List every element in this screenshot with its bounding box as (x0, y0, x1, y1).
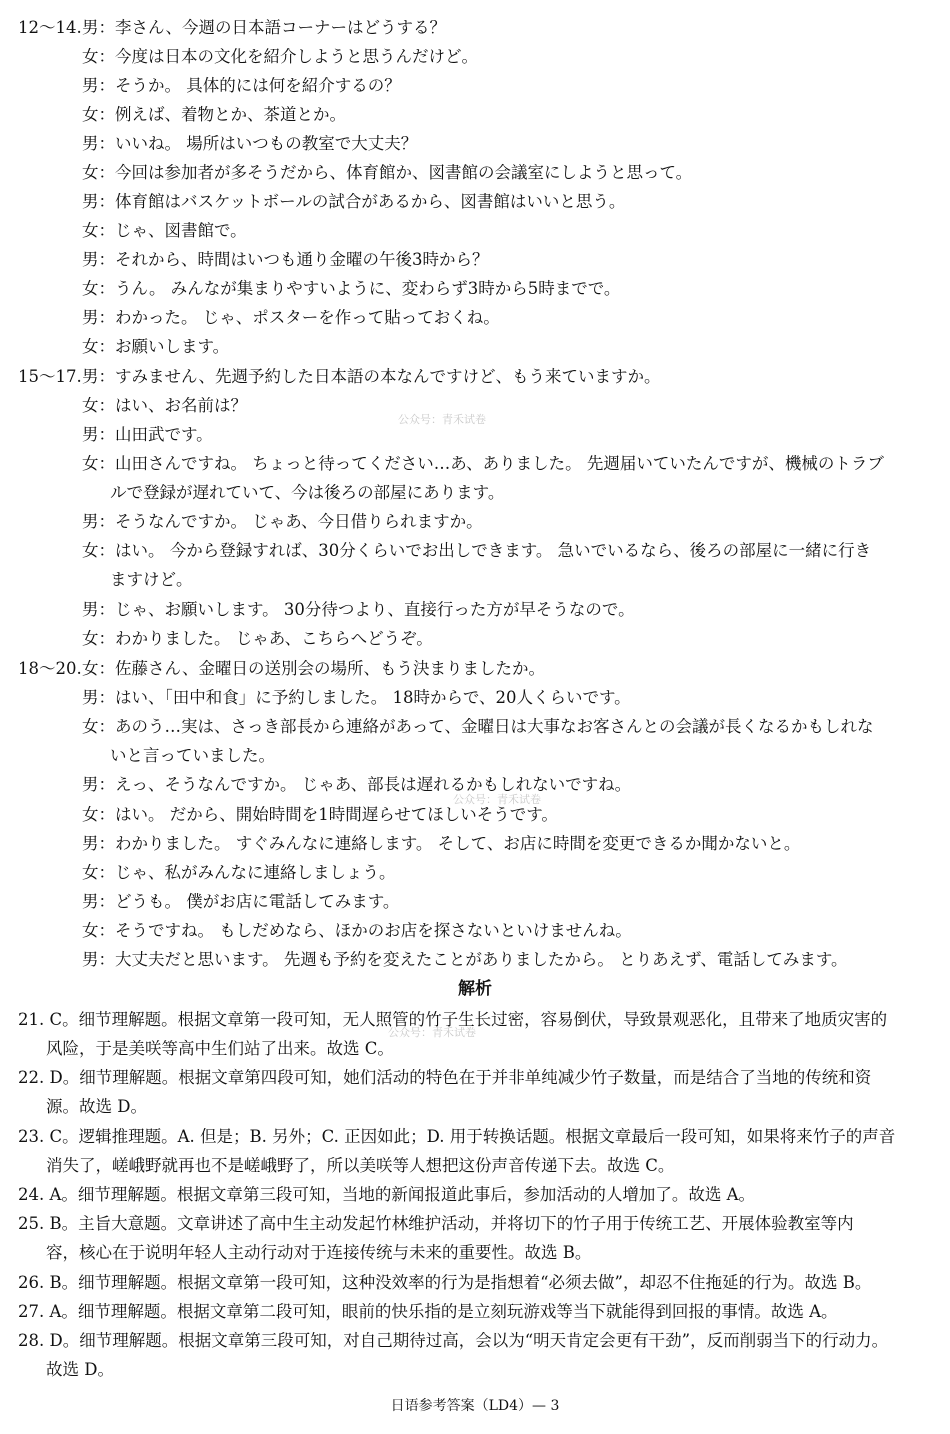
question-number: 18～20. (18, 659, 82, 678)
answer-item: 28. D。细节理解题。根据文章第三段可知，对自己期待过高，会以为“明天肯定会更有干劲”，反而削弱当下的行动力。 (18, 1331, 889, 1350)
line-text: はい。 だから、開始時間を1時間遅らせてほしいそうです。 (115, 805, 558, 824)
speaker: 女： (82, 717, 115, 736)
line-continuation: ルで登録が遅れていて、今は後ろの部屋にあります。 (110, 483, 505, 502)
speaker: 男： (82, 250, 115, 269)
dialogue-line (18, 536, 933, 565)
dialogue-line (18, 187, 933, 216)
line-text: はい、「田中和食」に予約しました。 18時からで、20人くらいです。 (115, 688, 631, 707)
line-continuation: いと言っていました。 (110, 746, 275, 765)
dialogue-line (18, 507, 933, 536)
line-text: じゃ、図書館で。 (115, 221, 247, 240)
line-text: 李さん、今週の日本語コーナーはどうする？ (115, 18, 446, 37)
line-text: はい。 今から登録すれば、30分くらいでお出しできます。 急いでいるなら、後ろの部屋に一緒に行き (115, 541, 872, 560)
speaker: 男： (82, 600, 115, 619)
watermark: 公众号：青禾试卷 (398, 413, 486, 426)
speaker: 男： (82, 950, 115, 969)
dialogue-line (18, 274, 933, 303)
line-text: わかりました。 じゃあ、こちらへどうぞ。 (115, 629, 433, 648)
answer-item: 22. D。细节理解题。根据文章第四段可知，她们活动的特色在于并非单纯减少竹子数量，而是结合了当地的传统和资 (18, 1068, 872, 1087)
line-text: わかった。 じゃ、ポスターを作って貼っておくね。 (115, 308, 500, 327)
speaker: 男： (82, 192, 115, 211)
line-text: 例えば、着物とか、茶道とか。 (115, 105, 346, 124)
speaker: 女： (82, 805, 115, 824)
line-text: 大丈夫だと思います。 先週も予約を変えたことがありましたから。 とりあえず、電話してみます。 (115, 950, 848, 969)
line-text: いいね。 場所はいつもの教室で大丈夫？ (115, 134, 418, 153)
speaker: 男： (82, 892, 115, 911)
speaker: 男： (82, 775, 115, 794)
dialogue-line (18, 916, 933, 945)
speaker: 女： (82, 921, 115, 940)
speaker: 男： (82, 308, 115, 327)
dialogue-line (18, 362, 933, 391)
line-text: えっ、そうなんですか。 じゃあ、部長は遅れるかもしれないですね。 (115, 775, 632, 794)
dialogue-line (18, 712, 933, 741)
line-text: うん。 みんなが集まりやすいように、変わらず3時から5時までで。 (115, 279, 621, 298)
line-text: そうか。 具体的には何を紹介するの？ (115, 76, 401, 95)
speaker: 女： (82, 659, 115, 678)
answer-continuation: 故选 D。 (46, 1360, 114, 1379)
dialogue-line (18, 129, 933, 158)
speaker: 女： (82, 396, 115, 415)
line-text: あのう…実は、さっき部長から連絡があって、金曜日は大事なお客さんとの会議が長くなるかもしれな (115, 717, 874, 736)
answer-continuation: 源。故选 D。 (46, 1097, 147, 1116)
line-text: 山田武です。 (115, 425, 213, 444)
answer-continuation: 消失了，嵯峨野就再也不是嵯峨野了，所以美咲等人想把这份声音传递下去。故选 C。 (46, 1156, 675, 1175)
speaker: 男： (82, 834, 115, 853)
dialogue-line (18, 216, 933, 245)
dialogue-line (18, 624, 933, 653)
dialogue-line (18, 71, 933, 100)
watermark: 公众号：青禾试卷 (388, 1026, 476, 1039)
answer-item: 21. C。细节理解题。根据文章第一段可知，无人照管的竹子生长过密，容易倒伏，导致景观恶化，且带来了地质灾害的 (18, 1010, 888, 1029)
dialogue-line (18, 887, 933, 916)
line-text: すみません、先週予約した日本語の本なんですけど、もう来ていますか。 (115, 367, 661, 386)
dialogue-line (18, 245, 933, 274)
dialogue-line (18, 595, 933, 624)
line-text: そうですね。 もしだめなら、ほかのお店を探さないといけませんね。 (115, 921, 632, 940)
dialogue-line (18, 683, 933, 712)
answer-continuation: 容，核心在于说明年轻人主动行动对于连接传统与未来的重要性。故选 B。 (46, 1243, 592, 1262)
speaker: 男： (82, 688, 115, 707)
dialogue-line (18, 100, 933, 129)
answer-continuation: 风险，于是美咲等高中生们站了出来。故选 C。 (46, 1039, 394, 1058)
speaker: 男： (82, 134, 115, 153)
page-footer: 日语参考答案（LD4）— 3 (390, 1398, 560, 1414)
line-text: はい、お名前は？ (115, 396, 247, 415)
speaker: 女： (82, 163, 115, 182)
line-continuation: ますけど。 (110, 570, 193, 589)
answer-item: 26. B。细节理解题。根据文章第一段可知，这种没效率的行为是指想着“必须去做”，却忍不住拖延的行为。故选 B。 (18, 1273, 872, 1292)
speaker: 男： (82, 76, 115, 95)
answer-item: 25. B。主旨大意题。文章讲述了高中生主动发起竹林维护活动，并将切下的竹子用于传统工艺、开展体验教室等内 (18, 1214, 854, 1233)
line-text: それから、時間はいつも通り金曜の午後3時から？ (115, 250, 489, 269)
line-text: じゃ、私がみんなに連絡しましょう。 (115, 863, 396, 882)
speaker: 男： (82, 512, 115, 531)
speaker: 男： (82, 425, 115, 444)
answer-item: 23. C。逻辑推理题。A. 但是；B. 另外；C. 正因如此；D. 用于转换话题。根据文章最后一段可知，如果将来竹子的声音 (18, 1127, 896, 1146)
speaker: 女： (82, 337, 115, 356)
dialogue-line (18, 449, 933, 478)
answer-item: 24. A。细节理解题。根据文章第三段可知，当地的新闻报道此事后，参加活动的人增加了。故选 A。 (18, 1185, 756, 1204)
dialogue-line (18, 13, 933, 42)
speaker: 男： (82, 367, 115, 386)
dialogue-line (18, 332, 933, 361)
line-text: 体育館はバスケットボールの試合があるから、図書館はいいと思う。 (115, 192, 626, 211)
question-number: 15～17. (18, 367, 82, 386)
speaker: 男： (82, 18, 115, 37)
speaker: 女： (82, 221, 115, 240)
speaker: 女： (82, 541, 115, 560)
dialogue-line (18, 158, 933, 187)
question-number: 12～14. (18, 18, 82, 37)
line-text: 今度は日本の文化を紹介しようと思うんだけど。 (115, 47, 478, 66)
analysis-heading: 解析 (458, 979, 492, 999)
speaker: 女： (82, 47, 115, 66)
speaker: 女： (82, 454, 115, 473)
speaker: 女： (82, 863, 115, 882)
dialogue-line (18, 858, 933, 887)
dialogue-line (18, 42, 933, 71)
line-text: わかりました。 すぐみんなに連絡します。 そして、お店に時間を変更できるか聞かないと。 (115, 834, 801, 853)
line-text: じゃ、お願いします。 30分待つより、直接行った方が早そうなので。 (115, 600, 635, 619)
dialogue-line (18, 654, 933, 683)
dialogue-line (18, 829, 933, 858)
dialogue-line (18, 303, 933, 332)
answer-item: 27. A。细节理解题。根据文章第二段可知，眼前的快乐指的是立刻玩游戏等当下就能得到回报的事情。故选 A。 (18, 1302, 838, 1321)
line-text: お願いします。 (115, 337, 230, 356)
line-text: 今回は参加者が多そうだから、体育館か、図書館の会議室にしようと思って。 (115, 163, 693, 182)
watermark: 公众号：青禾试卷 (453, 793, 541, 806)
speaker: 女： (82, 105, 115, 124)
line-text: 佐藤さん、金曜日の送別会の場所、もう決まりましたか。 (115, 659, 545, 678)
speaker: 女： (82, 629, 115, 648)
line-text: 山田さんですね。 ちょっと待ってください…あ、ありました。 先週届いていたんですが、機械のトラブ (115, 454, 884, 473)
line-text: どうも。 僕がお店に電話してみます。 (115, 892, 400, 911)
dialogue-line (18, 945, 933, 974)
line-text: そうなんですか。 じゃあ、今日借りられますか。 (115, 512, 483, 531)
speaker: 女： (82, 279, 115, 298)
